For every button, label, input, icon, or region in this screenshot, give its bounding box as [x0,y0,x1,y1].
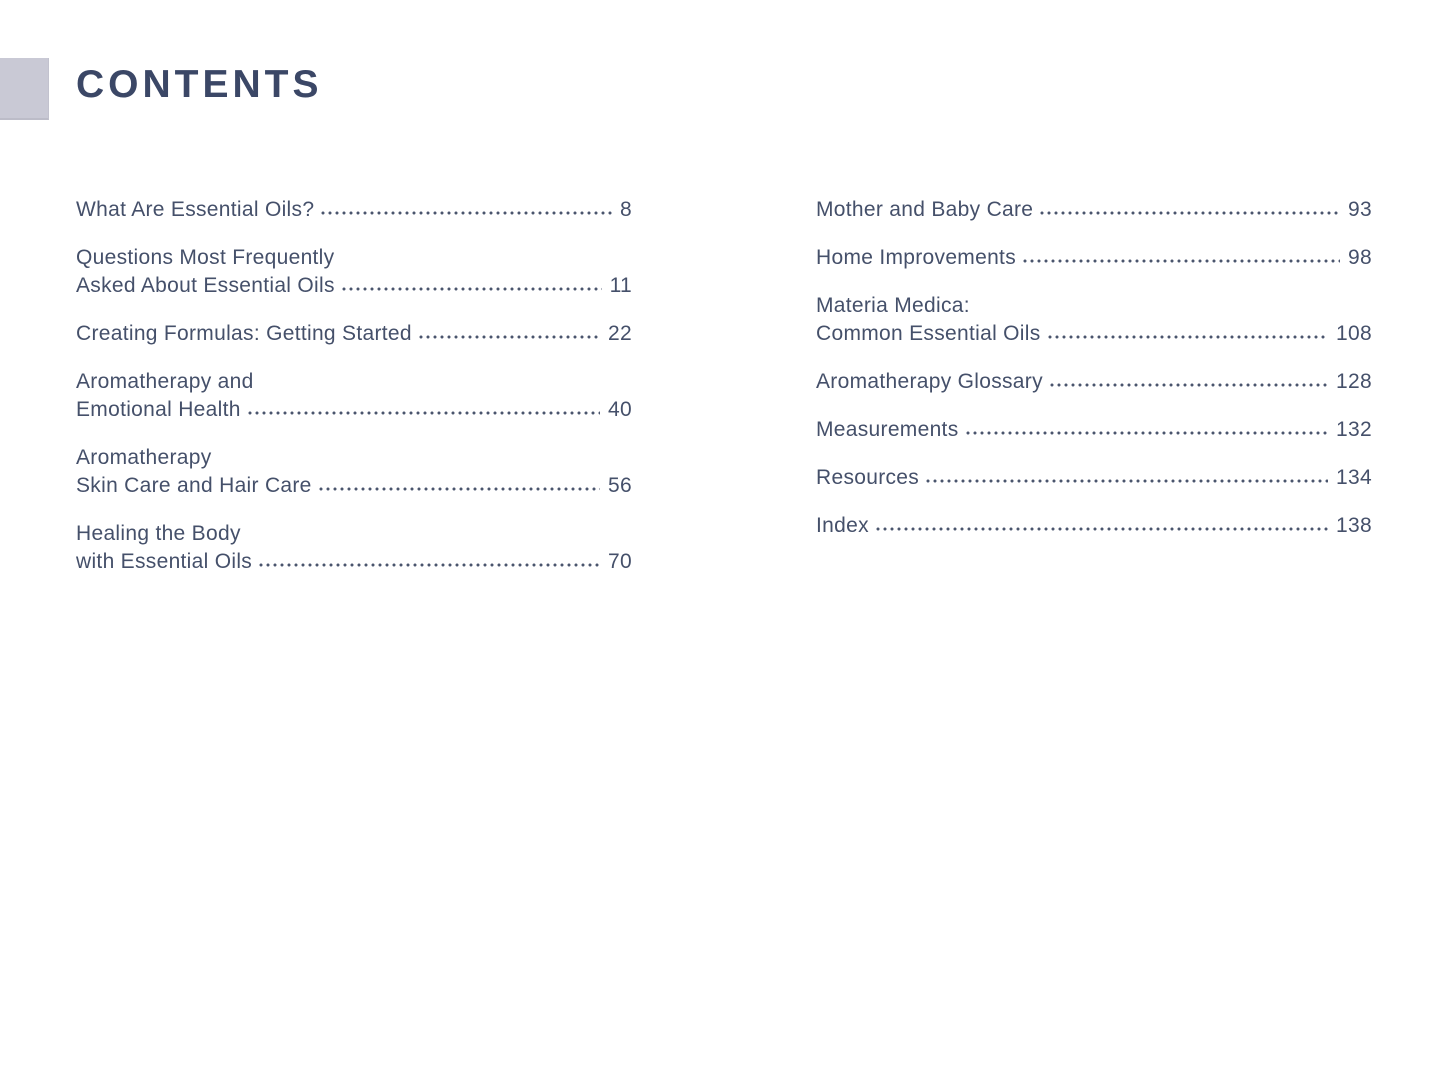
toc-entry-label: Skin Care and Hair Care [76,474,312,497]
toc-entry-label: Measurements [816,418,959,441]
toc-entry [76,244,632,300]
dot-leader [259,563,600,567]
toc-page-number: 93 [1348,198,1372,221]
dot-leader [1040,211,1340,215]
toc-page-number: 22 [608,322,632,345]
toc-entry-label: Aromatherapy Glossary [816,370,1043,393]
toc-entry-row [816,368,1372,396]
toc-entry-label: What Are Essential Oils? [76,198,315,221]
toc-entry [76,520,632,576]
toc-entry [816,416,1372,444]
dot-leader [876,527,1328,531]
dot-leader [319,487,600,491]
toc-entry-title-line: Materia Medica: [816,294,970,317]
toc-column-right [816,196,1372,596]
page-title: CONTENTS [76,63,323,106]
toc-entry-label: Emotional Health [76,398,241,421]
toc-entry-label: Mother and Baby Care [816,198,1034,221]
toc-entry-row [816,244,1372,272]
toc-entry [816,244,1372,272]
toc-entry-label: Resources [816,466,920,489]
toc-entry-row [76,396,632,424]
dot-leader [926,479,1328,483]
toc-entry [816,196,1372,224]
toc-entry [76,444,632,500]
dot-leader [342,287,602,291]
toc-columns [76,196,1372,596]
dot-leader [1023,259,1340,263]
toc-entry-row [816,464,1372,492]
toc-page-number: 134 [1336,466,1372,489]
toc-page-number: 138 [1336,514,1372,537]
toc-entry [816,368,1372,396]
toc-entry-row [76,472,632,500]
dot-leader [248,411,600,415]
toc-page-number: 11 [609,274,632,297]
toc-entry-title-line: Aromatherapy and [76,370,254,393]
toc-page-number: 40 [608,398,632,421]
toc-page-number: 128 [1336,370,1372,393]
toc-page-number: 56 [608,474,632,497]
dot-leader [321,211,612,215]
toc-entry [816,292,1372,348]
toc-entry-label: Home Improvements [816,246,1016,269]
toc-entry [76,368,632,424]
toc-entry-title-line: Questions Most Frequently [76,246,335,269]
dot-leader [419,335,600,339]
toc-entry [76,196,632,224]
toc-page-number: 98 [1348,246,1372,269]
toc-entry-label: Index [816,514,869,537]
toc-entry-row [76,320,632,348]
toc-entry-row [76,272,632,300]
toc-entry [76,320,632,348]
toc-entry-row [76,548,632,576]
toc-entry-title-line: Aromatherapy [76,446,212,469]
toc-page-number: 132 [1336,418,1372,441]
toc-column-left [76,196,632,596]
toc-entry-label: Creating Formulas: Getting Started [76,322,412,345]
toc-page-number: 70 [608,550,632,573]
toc-entry-label: with Essential Oils [76,550,253,573]
dot-leader [966,431,1329,435]
accent-square [0,58,49,120]
toc-page-number: 108 [1336,322,1372,345]
dot-leader [1048,335,1329,339]
toc-entry-label: Asked About Essential Oils [76,274,335,297]
toc-entry-row [816,196,1372,224]
toc-entry [816,464,1372,492]
dot-leader [1050,383,1328,387]
toc-entry-row [816,512,1372,540]
toc-entry-row [816,416,1372,444]
toc-entry-row [76,196,632,224]
toc-entry [816,512,1372,540]
toc-entry-row [816,320,1372,348]
toc-entry-title-line: Healing the Body [76,522,241,545]
toc-entry-label: Common Essential Oils [816,322,1041,345]
toc-page-number: 8 [620,198,632,221]
